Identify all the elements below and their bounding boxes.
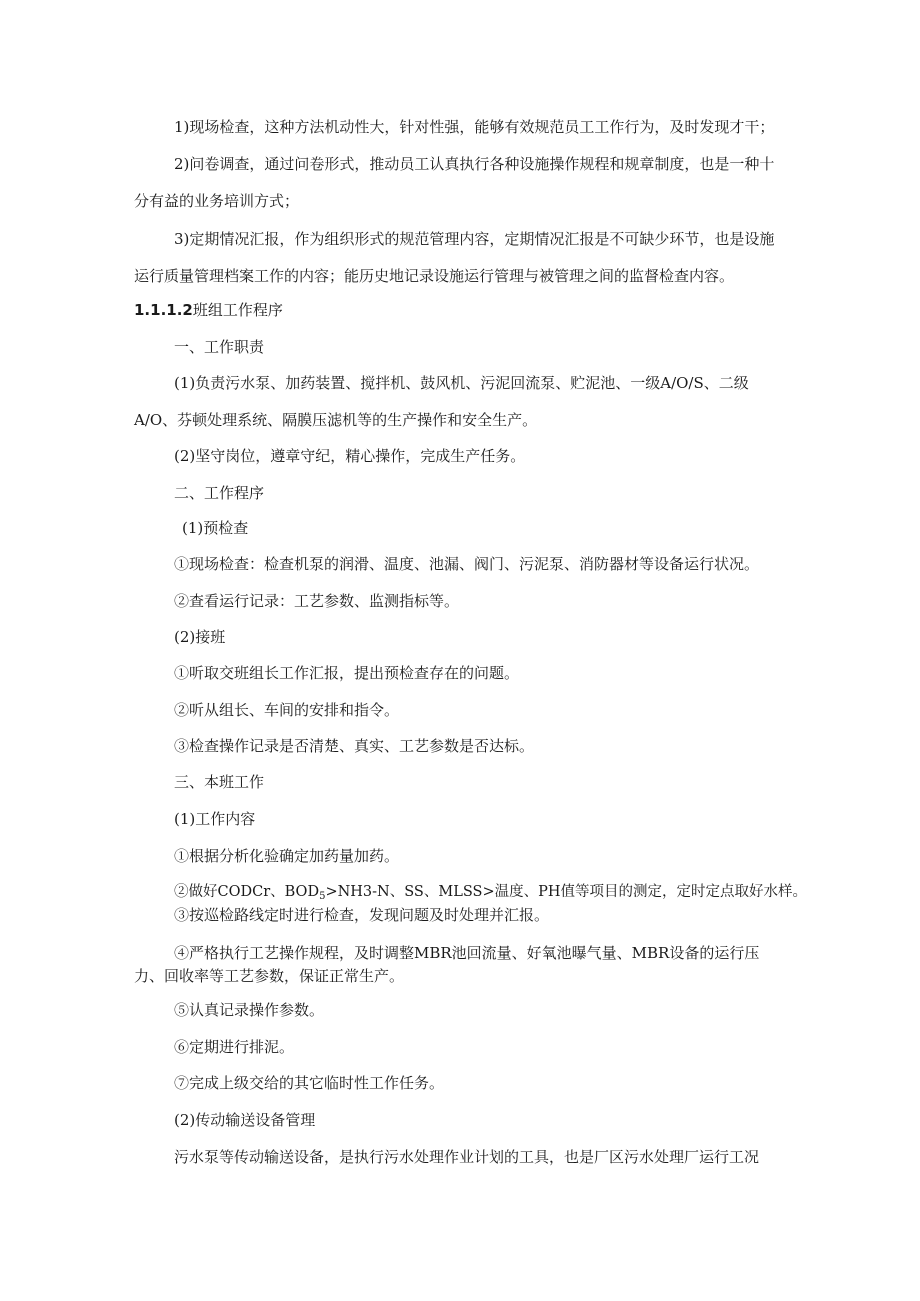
subheading-shift-work: 三、本班工作 [174,773,265,791]
work-item-6: ⑥定期进行排泥。 [174,1038,295,1056]
handover-item-2: ②听从组长、车间的安排和指令。 [174,701,400,719]
paragraph-onsite-inspection: 1)现场检查，这种方法机动性大，针对性强，能够有效规范员工工作行为，及时发现才干； [174,118,775,136]
work-item-3: ③按巡检路线定时进行检查，发现问题及时处理并汇报。 [174,906,550,924]
work-item-4-line2: 力、回收率等工艺参数，保证正常生产。 [134,967,405,985]
work-item-2 [174,882,807,902]
procedure-handover: (2)接班 [174,628,226,646]
paragraph-questionnaire-line1: 2)问卷调查，通过问卷形式，推动员工认真执行各种设施操作规程和规章制度，也是一种十 [174,155,775,173]
work-item-5: ⑤认真记录操作参数。 [174,1001,325,1019]
work-item-4-line1: ④严格执行工艺操作规程，及时调整MBR池回流量、好氧池曝气量、MBR设备的运行压 [174,944,760,962]
duty-item-2: (2)坚守岗位，遵章守纪，精心操作，完成生产任务。 [174,447,526,465]
section-heading-number: 1.1.1.2 [134,301,193,319]
precheck-item-2: ②查看运行记录：工艺参数、监测指标等。 [174,592,460,610]
section-heading [134,300,283,320]
paragraph-periodic-report-line1: 3)定期情况汇报，作为组织形式的规范管理内容，定期情况汇报是不可缺少环节，也是设施 [174,230,775,248]
handover-item-1: ①听取交班组长工作汇报，提出预检查存在的问题。 [174,664,520,682]
shift-work-equipment: (2)传动输送设备管理 [174,1111,316,1129]
duty-item-1-line1: (1)负责污水泵、加药装置、搅拌机、鼓风机、污泥回流泵、贮泥池、一级A/O/S、二级 [174,374,749,392]
work-item-1: ①根据分析化验确定加药量加药。 [174,847,400,865]
paragraph-periodic-report-line2: 运行质量管理档案工作的内容；能历史地记录设施运行管理与被管理之间的监督检查内容。 [134,267,735,285]
precheck-item-1: ①现场检查：检查机泵的润滑、温度、池漏、阀门、污泥泵、消防器材等设备运行状况。 [174,555,760,573]
work-item-2-end: >NH3-N、SS、MLSS>温度、PH值等项目的测定，定时定点取好水样。 [325,884,807,900]
subheading-duties: 一、工作职责 [174,338,265,356]
subheading-procedure: 二、工作程序 [174,484,265,502]
equipment-paragraph: 污水泵等传动输送设备，是执行污水处理作业计划的工具，也是厂区污水处理厂运行工况 [174,1148,760,1166]
procedure-precheck: (1)预检查 [182,519,249,537]
bod-subscript: 5 [319,891,326,902]
shift-work-content: (1)工作内容 [174,810,256,828]
handover-item-3: ③检查操作记录是否清楚、真实、工艺参数是否达标。 [174,737,535,755]
paragraph-questionnaire-line2: 分有益的业务培训方式； [134,192,300,210]
section-heading-text: 班组工作程序 [192,301,283,319]
work-item-2-start: ②做好CODCr、BOD [174,884,320,900]
work-item-7: ⑦完成上级交给的其它临时性工作任务。 [174,1074,445,1092]
duty-item-1-line2: A/O、芬顿处理系统、隔膜压滤机等的生产操作和安全生产。 [134,411,538,429]
